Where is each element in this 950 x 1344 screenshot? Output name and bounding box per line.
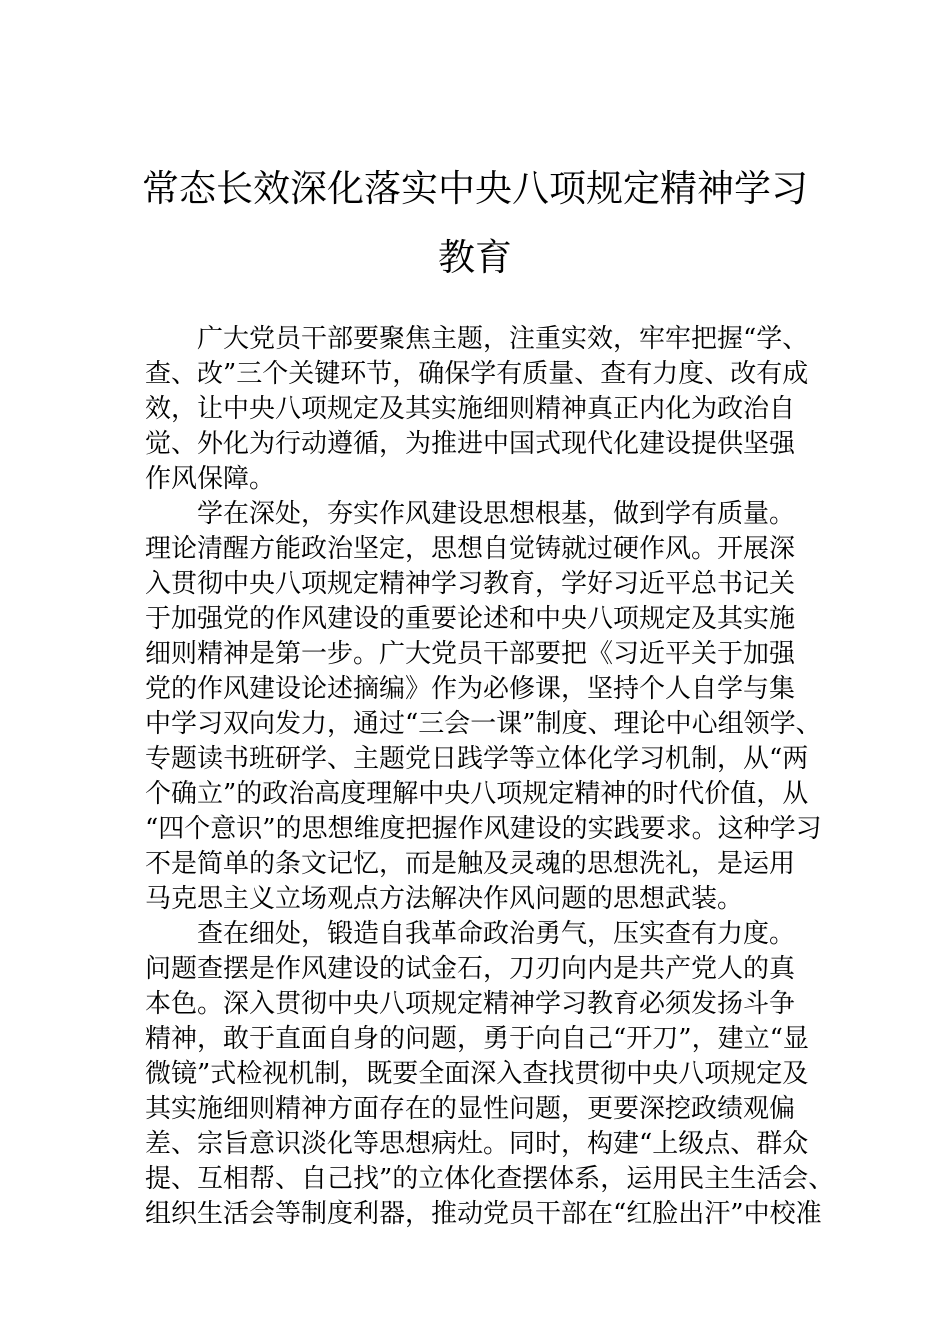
paragraph-line: 中学习双向发力，通过“三会一课”制度、理论中心组领学、 xyxy=(145,709,822,739)
paragraph-line: 查、改”三个关键环节，确保学有质量、查有力度、改有成 xyxy=(145,359,809,389)
paragraph-3 xyxy=(145,917,835,1232)
paragraph-line: 学在深处，夯实作风建设思想根基，做到学有质量。 xyxy=(197,499,796,529)
paragraph-line: 微镜”式检视机制，既要全面深入查找贯彻中央八项规定及 xyxy=(145,1059,809,1089)
paragraph-line: 效，让中央八项规定及其实施细则精神真正内化为政治自 xyxy=(145,394,796,424)
paragraph-line: 细则精神是第一步。广大党员干部要把《习近平关于加强 xyxy=(145,639,796,669)
paragraph-line: 精神，敢于直面自身的问题，勇于向自己“开刀”，建立“显 xyxy=(145,1024,809,1054)
paragraph-line: 广大党员干部要聚焦主题，注重实效，牢牢把握“学、 xyxy=(197,324,809,354)
paragraph-line: 入贯彻中央八项规定精神学习教育，学好习近平总书记关 xyxy=(145,569,796,599)
paragraph-1 xyxy=(145,322,815,497)
paragraph-line: 于加强党的作风建设的重要论述和中央八项规定及其实施 xyxy=(145,604,796,634)
paragraph-line: “四个意识”的思想维度把握作风建设的实践要求。这种学习 xyxy=(145,814,822,844)
paragraph-line: 党的作风建设论述摘编》作为必修课，坚持个人自学与集 xyxy=(145,674,796,704)
paragraph-line: 本色。深入贯彻中央八项规定精神学习教育必须发扬斗争 xyxy=(145,989,796,1019)
document-title-line-1: 常态长效深化落实中央八项规定精神学习 xyxy=(142,167,808,210)
paragraph-line: 差、宗旨意识淡化等思想病灶。同时，构建“上级点、群众 xyxy=(145,1129,809,1159)
paragraph-2 xyxy=(145,497,822,917)
paragraph-line: 问题查摆是作风建设的试金石，刀刃向内是共产党人的真 xyxy=(145,954,796,984)
paragraph-line: 查在细处，锻造自我革命政治勇气，压实查有力度。 xyxy=(197,919,796,949)
document-title-line-2: 教育 xyxy=(438,236,512,279)
paragraph-line: 理论清醒方能政治坚定，思想自觉铸就过硬作风。开展深 xyxy=(145,534,796,564)
paragraph-line: 提、互相帮、自己找”的立体化查摆体系，运用民主生活会、 xyxy=(145,1164,835,1194)
document-body xyxy=(145,322,835,1232)
paragraph-line: 组织生活会等制度利器，推动党员干部在“红脸出汗”中校准 xyxy=(145,1199,822,1229)
paragraph-line: 个确立”的政治高度理解中央八项规定精神的时代价值，从 xyxy=(145,779,809,809)
paragraph-line: 专题读书班研学、主题党日践学等立体化学习机制，从“两 xyxy=(145,744,809,774)
paragraph-line: 马克思主义立场观点方法解决作风问题的思想武装。 xyxy=(145,884,744,914)
paragraph-line: 其实施细则精神方面存在的显性问题，更要深挖政绩观偏 xyxy=(145,1094,796,1124)
paragraph-line: 觉、外化为行动遵循，为推进中国式现代化建设提供坚强 xyxy=(145,429,796,459)
paragraph-line: 作风保障。 xyxy=(145,464,276,494)
paragraph-line: 不是简单的条文记忆，而是触及灵魂的思想洗礼，是运用 xyxy=(145,849,796,879)
